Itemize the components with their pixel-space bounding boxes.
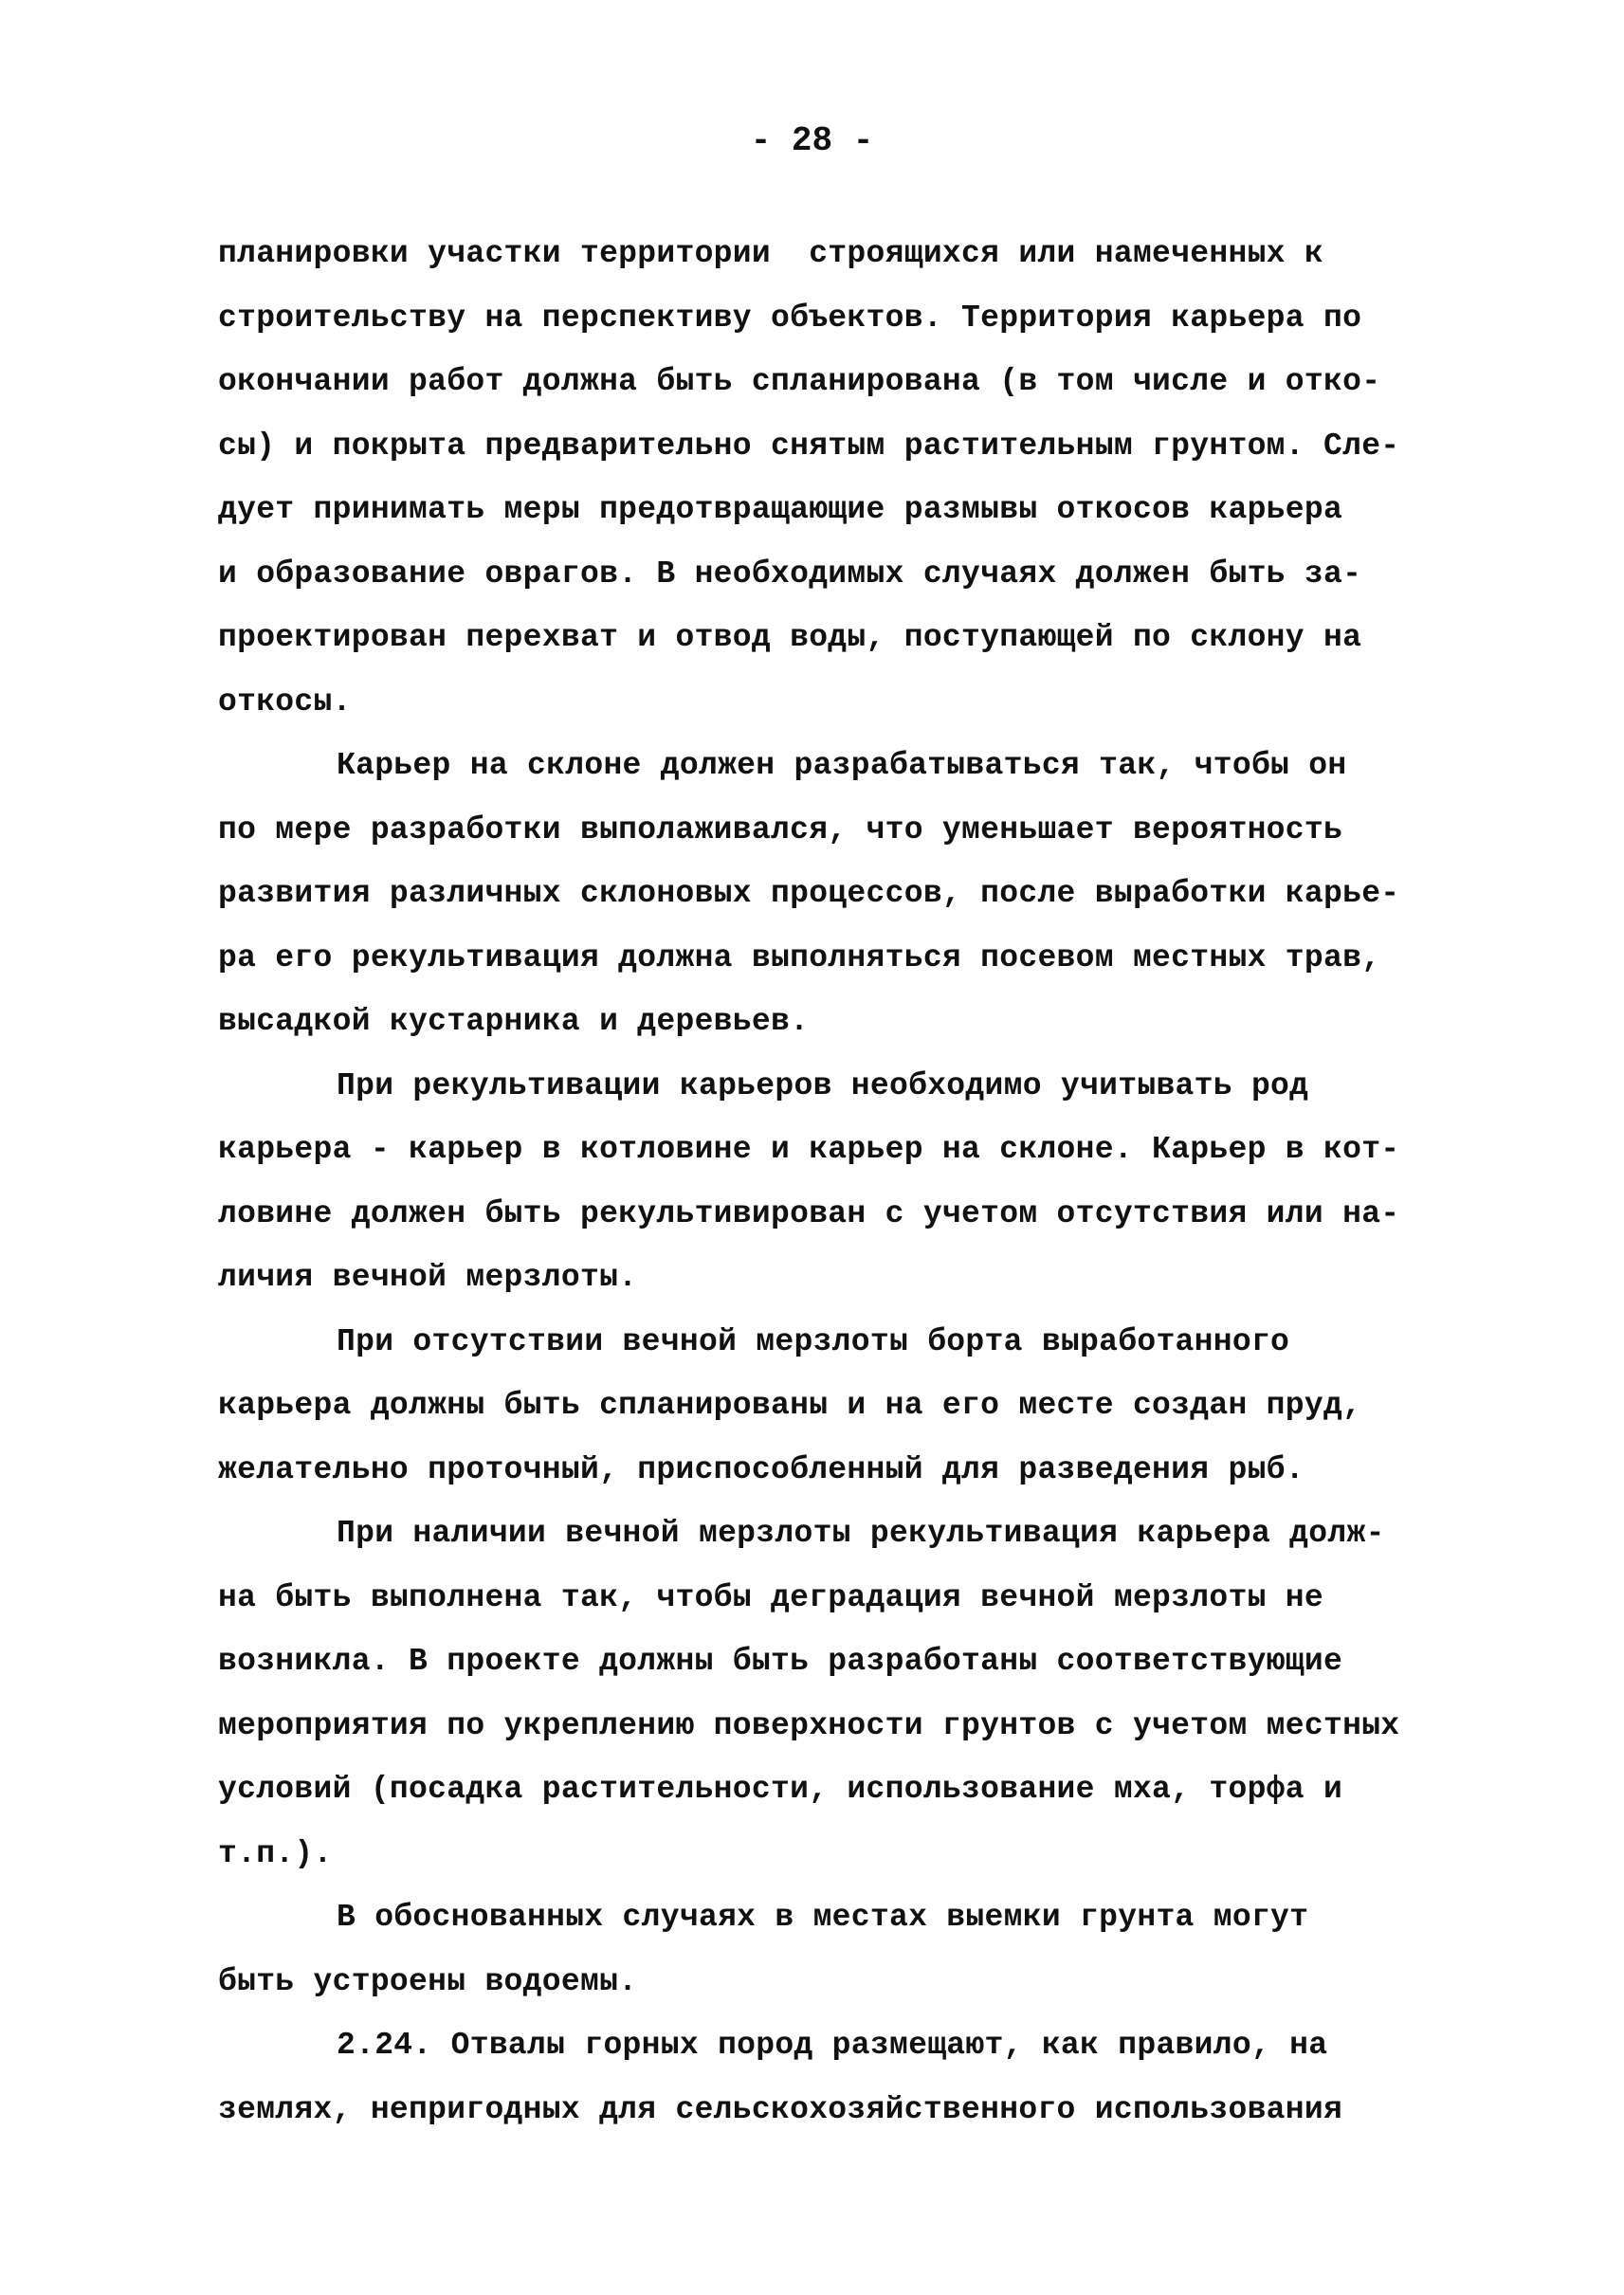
text-line: откосы. [218, 683, 352, 719]
text-line: ловине должен быть рекультивирован с учетом отсутствия или на- [218, 1195, 1400, 1231]
text-line: окончании работ должна быть спланирована (в том числе и отко- [218, 364, 1381, 399]
text-line: личия вечной мерзлоты. [218, 1260, 638, 1295]
paragraph-first-line: В обоснованных случаях в местах выемки грунта могут [337, 1900, 1309, 1935]
text-line: высадкой кустарника и деревьев. [218, 1004, 810, 1039]
text-line: и образование оврагов. В необходимых случаях должен быть за- [218, 556, 1362, 592]
text-line: развития различных склоновых процессов, после выработки карье- [218, 876, 1400, 911]
text-line: условий (посадка растительности, использование мха, торфа и [218, 1772, 1343, 1807]
paragraph-first-line: При отсутствии вечной мерзлоты борта выработанного [337, 1323, 1290, 1359]
page-number: - 28 - [750, 121, 874, 160]
paragraph-first-line: При наличии вечной мерзлоты рекультивация карьера долж- [337, 1516, 1385, 1551]
text-line: проектирован перехват и отвод воды, поступающей по склону на [218, 620, 1362, 655]
text-line: карьера - карьер в котловине и карьер на склоне. Карьер в кот- [218, 1132, 1400, 1167]
text-line: планировки участки территории строящихся или намеченных к [218, 236, 1323, 271]
document-body [218, 222, 1451, 2141]
paragraph-first-line: Карьер на склоне должен разрабатываться так, чтобы он [337, 748, 1347, 783]
text-line: мероприятия по укреплению поверхности грунтов с учетом местных [218, 1707, 1400, 1743]
text-line: на быть выполнена так, чтобы деградация вечной мерзлоты не [218, 1579, 1323, 1615]
text-line: землях, непригодных для сельскохозяйственного использования [218, 2091, 1343, 2127]
text-line: сы) и покрыта предварительно снятым растительным грунтом. Сле- [218, 428, 1400, 464]
text-line: т.п.). [218, 1835, 333, 1871]
text-line: дует принимать меры предотвращающие размывы откосов карьера [218, 492, 1343, 527]
text-line: возникла. В проекте должны быть разработаны соответствующие [218, 1644, 1343, 1679]
paragraph-first-line: При рекультивации карьеров необходимо учитывать род [337, 1067, 1309, 1103]
paragraph-first-line: 2.24. Отвалы горных пород размещают, как правило, на [337, 2028, 1328, 2063]
text-line: по мере разработки выполаживался, что уменьшает вероятность [218, 811, 1343, 847]
text-line: желательно проточный, приспособленный для разведения рыб. [218, 1451, 1305, 1487]
text-line: быть устроены водоемы. [218, 1963, 638, 1999]
text-line: карьера должны быть спланированы и на его месте создан пруд, [218, 1388, 1362, 1423]
text-line: строительству на перспективу объектов. Территория карьера по [218, 300, 1362, 336]
text-line: ра его рекультивация должна выполняться посевом местных трав, [218, 939, 1381, 975]
